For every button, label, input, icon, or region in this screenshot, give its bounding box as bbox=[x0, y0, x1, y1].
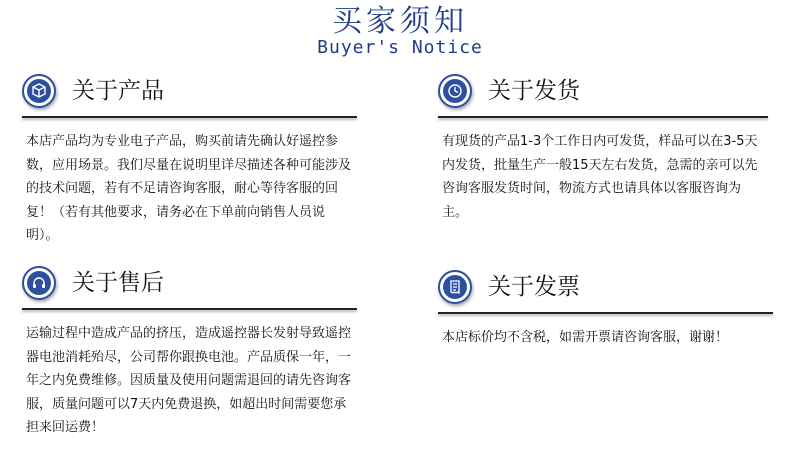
section-title: 关于售后 bbox=[72, 270, 164, 296]
section-product bbox=[22, 74, 357, 264]
section-invoice bbox=[438, 270, 773, 350]
box-icon bbox=[22, 74, 56, 108]
section-header bbox=[438, 74, 768, 108]
page-header bbox=[0, 4, 800, 58]
section-header bbox=[22, 266, 357, 300]
divider bbox=[438, 312, 773, 314]
invoice-icon bbox=[438, 270, 472, 304]
headset-icon bbox=[22, 266, 56, 300]
section-aftersale bbox=[22, 266, 357, 446]
clock-icon bbox=[438, 74, 472, 108]
page-subtitle: Buyer's Notice bbox=[317, 37, 483, 58]
section-title: 关于产品 bbox=[72, 78, 164, 104]
section-title: 关于发票 bbox=[488, 274, 580, 300]
section-body: 本店产品均为专业电子产品，购买前请先确认好遥控参数，应用场景。我们尽量在说明里详尽描述各种可能涉及的技术问题，若有不足请咨询客服，耐心等待客服的回复！（若有其他要求，请务必在下单前向销售人员说明）。 bbox=[26, 134, 352, 243]
divider bbox=[22, 308, 357, 310]
section-body: 有现货的产品1-3个工作日内可发货，样品可以在3-5天内发货，批量生产一般15天左右发货，急需的亲可以先咨询客服发货时间，物流方式也请具体以客服咨询为主。 bbox=[442, 134, 758, 220]
page-title: 买家须知 bbox=[332, 4, 468, 39]
divider bbox=[438, 116, 768, 118]
section-body: 本店标价均不含税，如需开票请咨询客服，谢谢！ bbox=[442, 330, 729, 345]
divider bbox=[22, 116, 357, 118]
section-shipping bbox=[438, 74, 768, 234]
section-header bbox=[22, 74, 357, 108]
section-body: 运输过程中造成产品的挤压，造成遥控器长发射导致遥控器电池消耗殆尽，公司帮你跟换电池。产品质保一年，一年之内免费维修。因质量及使用问题需退回的请先咨询客服，质量问题可以7天内免费退换，如超出时间需要您承担来回运费！ bbox=[26, 326, 352, 435]
section-header bbox=[438, 270, 773, 304]
section-title: 关于发货 bbox=[488, 78, 580, 104]
